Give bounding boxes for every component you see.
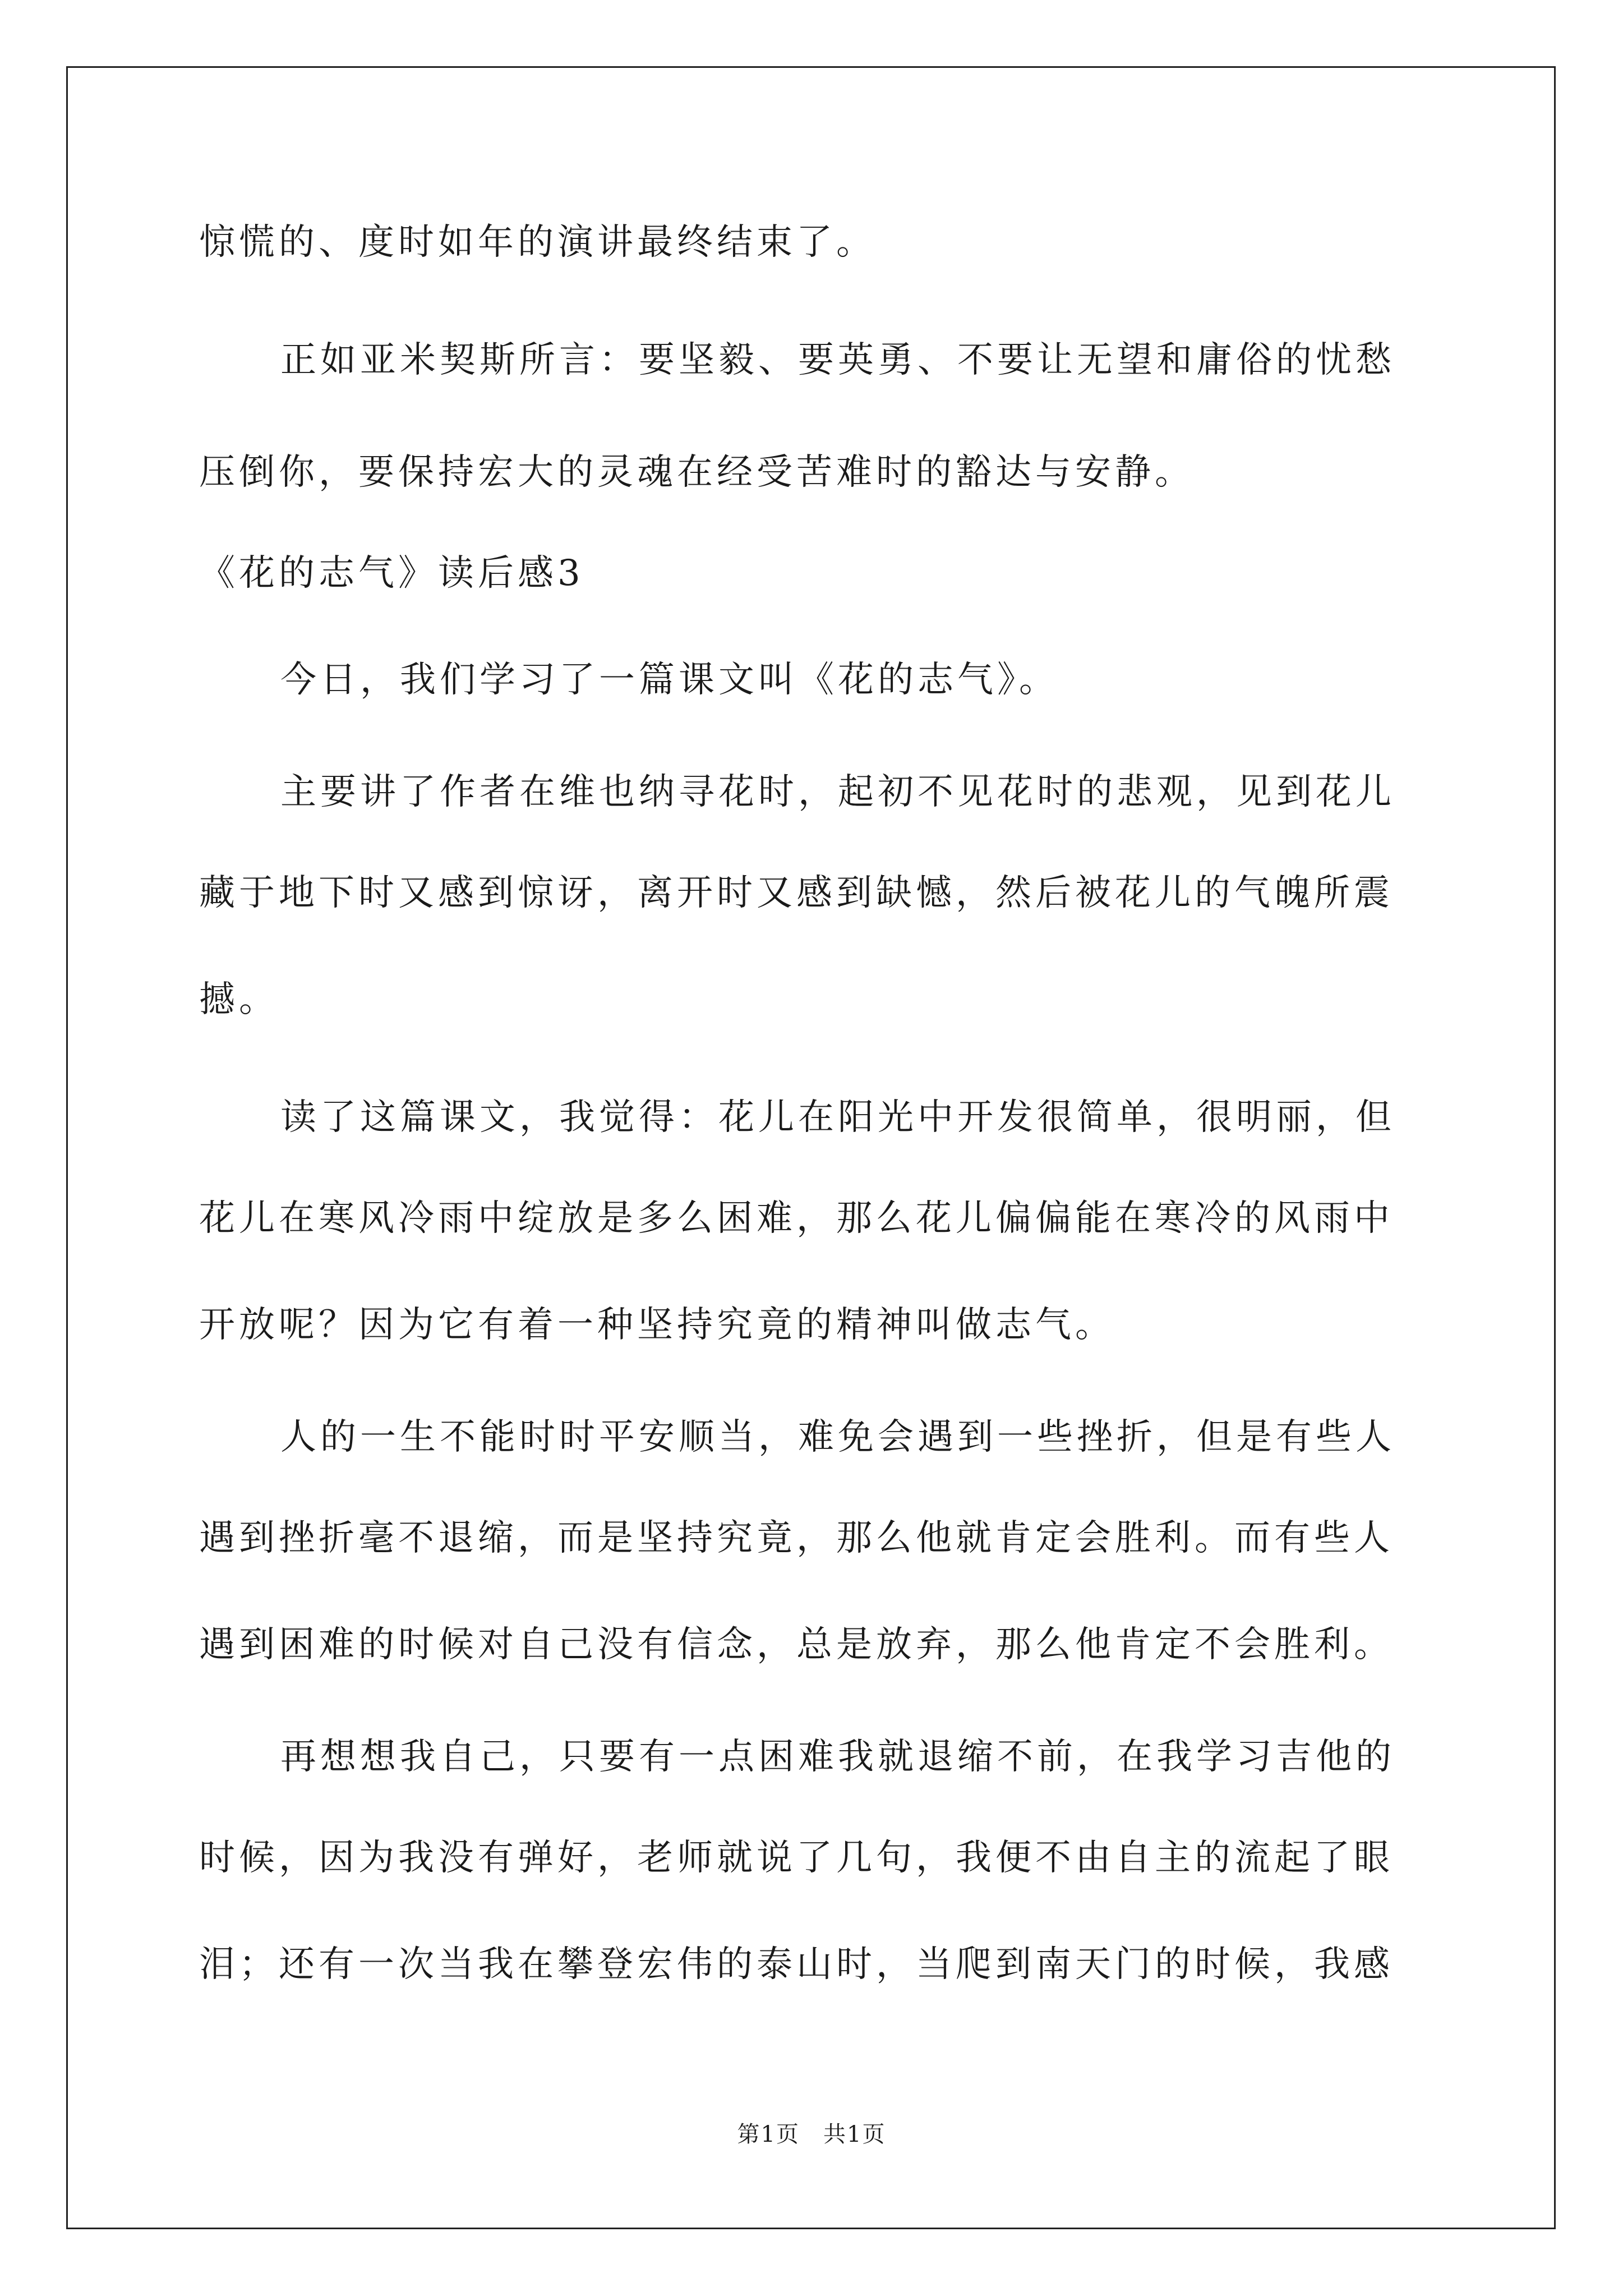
text-line: 时候，因为我没有弹好，老师就说了几句，我便不由自主的流起了眼 — [199, 1837, 1394, 1879]
section-heading: 《花的志气》读后感3 — [199, 553, 584, 594]
text-line: 遇到挫折毫不退缩，而是坚持究竟，那么他就肯定会胜利。而有些人 — [199, 1517, 1394, 1559]
page-frame — [66, 66, 1556, 2229]
paragraph-start: 再想想我自己，只要有一点困难我就退缩不前，在我学习吉他的 — [280, 1736, 1395, 1778]
paragraph-start: 读了这篇课文，我觉得：花儿在阳光中开发很简单，很明丽，但 — [280, 1097, 1395, 1138]
text-line: 开放呢？因为它有着一种坚持究竟的精神叫做志气。 — [199, 1304, 1115, 1346]
text-line: 泪；还有一次当我在攀登宏伟的泰山时，当爬到南天门的时候，我感 — [199, 1944, 1394, 1985]
paragraph-start: 今日，我们学习了一篇课文叫《花的志气》。 — [280, 659, 1059, 701]
text-line: 花儿在寒风冷雨中绽放是多么困难，那么花儿偏偏能在寒冷的风雨中 — [199, 1198, 1394, 1239]
text-line: 压倒你，要保持宏大的灵魂在经受苦难时的豁达与安静。 — [199, 452, 1195, 493]
text-line: 藏于地下时又感到惊讶，离开时又感到缺憾，然后被花儿的气魄所震 — [199, 872, 1394, 914]
text-line: 撼。 — [199, 979, 279, 1020]
text-line: 惊慌的、度时如年的演讲最终结束了。 — [199, 222, 876, 263]
paragraph-start: 主要讲了作者在维也纳寻花时，起初不见花时的悲观，见到花儿 — [280, 771, 1395, 813]
page-footer: 第1页 共1页 — [737, 2122, 886, 2147]
text-line: 遇到困难的时候对自己没有信念，总是放弃，那么他肯定不会胜利。 — [199, 1624, 1394, 1665]
paragraph-start: 人的一生不能时时平安顺当，难免会遇到一些挫折，但是有些人 — [280, 1416, 1395, 1458]
paragraph-start: 正如亚米契斯所言：要坚毅、要英勇、不要让无望和庸俗的忧愁 — [280, 339, 1395, 381]
